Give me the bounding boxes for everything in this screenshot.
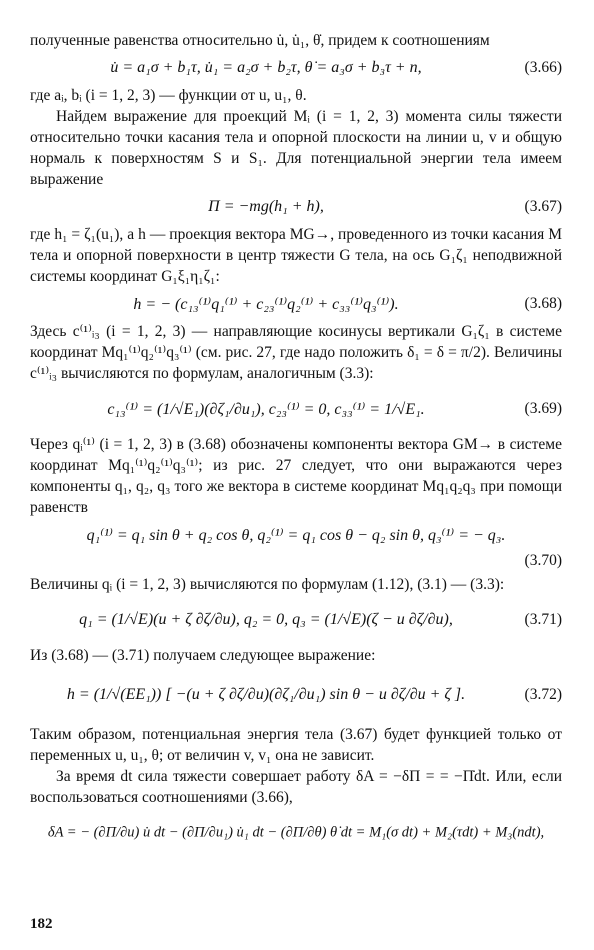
paragraph-8: Из (3.68) — (3.71) получаем следующее выражение: [30, 647, 376, 664]
equation-body: u̇ = a₁σ + b₁τ, u̇₁ = a₂σ + b₂τ, θ̇ = a₃σ + b₃τ + n, [110, 59, 422, 76]
paragraph-4: где h₁ = ζ₁(u₁), а h — проекция вектора MG→, проведенного из точки касания M тела и опорной поверхности в центр тяжести G тела, на ось G₁ζ₁ неподвижной системы координат G₁ξ₁η₁ζ₁: [30, 226, 562, 285]
paragraph-1: полученные равенства относительно u̇, u̇₁, θ̇, придем к соотношениям [30, 32, 490, 49]
page-content [30, 30, 562, 858]
equation-3-68 [30, 287, 562, 321]
equation-body: q₁⁽¹⁾ = q₁ sin θ + q₂ cos θ, q₂⁽¹⁾ = q₁ cos θ − q₂ sin θ, q₃⁽¹⁾ = − q₃. [86, 527, 506, 544]
equation-body: δA = − (∂Π/∂u) u̇ dt − (∂Π/∂u₁) u̇₁ dt − (∂Π/∂θ) θ̇ dt = M₁(σ dt) + M₂(τdt) + M₃(ndt), [47, 824, 545, 841]
equation-number: (3.71) [524, 611, 562, 628]
equation-work [30, 808, 562, 858]
equation-number: (3.72) [524, 686, 562, 703]
equation-number-3-70: (3.70) [524, 552, 562, 569]
page-number: 182 [30, 916, 53, 932]
paragraph-6: Через qᵢ⁽¹⁾ (i = 1, 2, 3) в (3.68) обозначены компоненты вектора GM→ в системе координат Mq₁⁽¹⁾q₂⁽¹⁾q₃⁽¹⁾; из рис. 27 следует, что они выражаются через компоненты q₁, q₂, q₃ того же вектора в системе координат Mq₁q₂q₃ при помощи равенств [30, 436, 562, 516]
paragraph-5: Здесь c⁽¹⁾ᵢ₃ (i = 1, 2, 3) — направляющие косинусы вертикали G₁ζ₁ в системе координат Mq₁⁽¹⁾q₂⁽¹⁾q₃⁽¹⁾ (см. рис. 27, где надо положить δ₁ = δ = π/2). Величины c⁽¹⁾ᵢ₃ вычисляются по формулам, аналогичным (3.3): [30, 323, 562, 382]
paragraph-9: Таким образом, потенциальная энергия тела (3.67) будет функцией только от переменных u, u₁, θ; от величин v, v₁ она не зависит. [30, 726, 562, 764]
equation-number: (3.69) [524, 400, 562, 417]
equation-body: Π = −mg(h₁ + h), [208, 198, 324, 215]
equation-3-66 [30, 51, 562, 85]
equation-number: (3.66) [524, 59, 562, 76]
paragraph-3: Найдем выражение для проекций Mᵢ (i = 1, 2, 3) момента силы тяжести относительно точки касания тела и опорной плоскости на линии u, v и общую нормаль к поверхностям S и S₁. Для потенциальной энергии тела имеем выражение [30, 108, 562, 188]
equation-3-72 [30, 666, 562, 724]
equation-body: c₁₃⁽¹⁾ = (1/√E₁)(∂ζ₁/∂u₁), c₂₃⁽¹⁾ = 0, c₃₃⁽¹⁾ = 1/√E₁. [107, 401, 425, 418]
equation-body: h = (1/√(EE₁)) [ −(u + ζ ∂ζ/∂u)(∂ζ₁/∂u₁) sin θ − u ∂ζ/∂u + ζ ]. [66, 686, 466, 703]
equation-3-67 [30, 190, 562, 224]
equation-number: (3.68) [524, 295, 562, 312]
equation-body: q₁ = (1/√E)(u + ζ ∂ζ/∂u), q₂ = 0, q₃ = (1/√E)(ζ − u ∂ζ/∂u), [79, 611, 453, 628]
equation-number: (3.67) [524, 198, 562, 215]
paragraph-2: где aᵢ, bᵢ (i = 1, 2, 3) — функции от u, u₁, θ. [30, 87, 307, 104]
equation-3-70 [30, 518, 562, 552]
equation-3-71 [30, 595, 562, 645]
paragraph-10: За время dt сила тяжести совершает работу δA = −δΠ = = −Π̇dt. Или, если воспользоваться соотношениями (3.66), [30, 768, 562, 806]
paragraph-7: Величины qᵢ (i = 1, 2, 3) вычисляются по формулам (1.12), (3.1) — (3.3): [30, 576, 505, 593]
equation-body: h = − (c₁₃⁽¹⁾q₁⁽¹⁾ + c₂₃⁽¹⁾q₂⁽¹⁾ + c₃₃⁽¹⁾q₃⁽¹⁾). [133, 296, 399, 313]
equation-3-69 [30, 384, 562, 434]
